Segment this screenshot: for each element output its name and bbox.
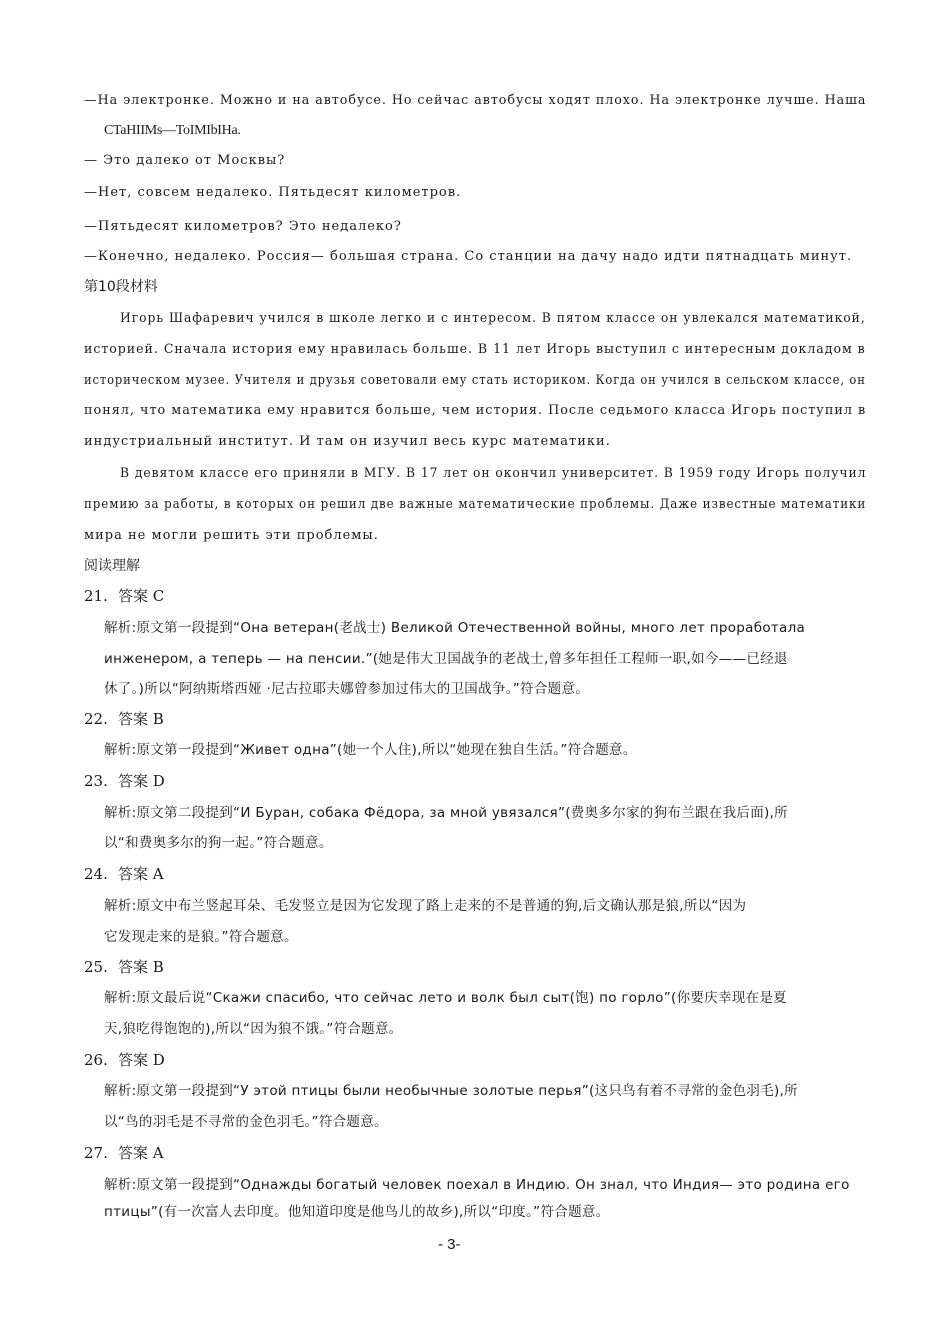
explanation-line: 解析:原文第一段提到“Однажды богатый человек поехал в Индию. Он знал, что Индия— это родина его — [104, 1177, 850, 1193]
explanation-line: 解析:原文中布兰竖起耳朵、毛发竖立是因为它发现了路上走来的不是普通的狗,后文确认那是狼,所以“因为 — [104, 898, 747, 914]
answer-label: 答案 A — [118, 865, 164, 883]
dialogue-line: —Нет, совсем недалеко. Пятьдесят километров. — [84, 185, 462, 200]
explanation-line: 解析:原文第二段提到“И Буран, собака Фёдора, за мной увязался”(费奥多尔家的狗布兰跟在我后面),所 — [104, 805, 788, 821]
passage-line: Игорь Шафаревич учился в школе легко и с интересом. В пятом классе он увлекался математикой, — [120, 311, 866, 326]
passage-line: историческом музее. Учителя и друзья советовали ему стать историком. Когда он учился в сельском классе, он — [84, 373, 866, 388]
passage-line: понял, что математика ему нравится больше, чем история. После седьмого класса Игорь поступил в — [84, 403, 867, 418]
answer-heading — [84, 587, 164, 605]
answer-label: 答案 A — [118, 1144, 164, 1162]
dialogue-line: — Это далеко от Москвы? — [84, 153, 286, 168]
answer-label: 答案 B — [118, 710, 164, 728]
passage-line: историей. Сначала история ему нравилась больше. В 11 лет Игорь выступил с интересным докладом в — [84, 342, 866, 357]
passage-line: В девятом классе его приняли в МГУ. В 17 лет он окончил университет. В 1959 году Игорь получил — [120, 466, 867, 481]
answer-number: 23. — [84, 772, 108, 790]
answer-heading — [84, 772, 165, 790]
answer-number: 27. — [84, 1144, 108, 1162]
explanation-line: 解析:原文最后说“Скажи спасибо, что сейчас лето и волк был сыт(饱) по горло”(你要庆幸现在是夏 — [104, 990, 787, 1006]
explanation-line: 以“和费奥多尔的狗一起。”符合题意。 — [104, 835, 333, 851]
answer-number: 26. — [84, 1051, 108, 1069]
answer-number: 22. — [84, 710, 108, 728]
answer-heading — [84, 710, 164, 728]
dialogue-line: —Конечно, недалеко. Россия— большая страна. Со станции на дачу надо идти пятнадцать минут. — [84, 249, 853, 264]
answer-heading — [84, 1144, 164, 1162]
material-title: 第10段材料 — [84, 279, 158, 295]
explanation-line: 解析:原文第一段提到“У этой птицы были необычные золотые перья”(这只鸟有着不寻常的金色羽毛),所 — [104, 1083, 798, 1099]
answer-heading — [84, 958, 164, 976]
answer-label: 答案 C — [118, 587, 165, 605]
dialogue-line: —На электронке. Можно и на автобусе. Но сейчас автобусы ходят плохо. На электронке лучше. Наша — [84, 93, 867, 108]
explanation-line: 解析:原文第一段提到“Живет одна”(她一个人住),所以“她现在独自生活。”符合题意。 — [104, 742, 637, 758]
section-title: 阅读理解 — [84, 558, 140, 574]
explanation-line: инженером, а теперь — на пенсии.”(她是伟大卫国战争的老战士,曾多年担任工程师一职,如今——已经退 — [104, 651, 788, 667]
page-number: - 3- — [438, 1236, 461, 1253]
answer-heading — [84, 1051, 165, 1069]
answer-number: 21. — [84, 587, 108, 605]
answer-number: 24. — [84, 865, 108, 883]
passage-line: премию за работы, в которых он решил две важные математические проблемы. Даже известные математики — [84, 497, 867, 512]
explanation-line: птицы”(有一次富人去印度。他知道印度是他鸟儿的故乡),所以“印度。”符合题意。 — [104, 1204, 610, 1220]
answer-number: 25. — [84, 958, 108, 976]
passage-line: мира не могли решить эти проблемы. — [84, 528, 379, 543]
answer-label: 答案 D — [118, 772, 165, 790]
explanation-line: 它发现走来的是狼。”符合题意。 — [104, 929, 298, 945]
dialogue-line: CTaHIIMs—ToIMIbIHa. — [104, 123, 241, 138]
explanation-line: 天,狼吃得饱饱的),所以“因为狼不饿。”符合题意。 — [104, 1021, 403, 1037]
answer-label: 答案 D — [118, 1051, 165, 1069]
answer-label: 答案 B — [118, 958, 164, 976]
passage-line: индустриальный институт. И там он изучил весь курс математики. — [84, 434, 611, 449]
explanation-line: 解析:原文第一段提到“Она ветеран(老战士) Великой Отечественной войны, много лет проработала — [104, 620, 806, 636]
explanation-line: 以“鸟的羽毛是不寻常的金色羽毛。”符合题意。 — [104, 1114, 388, 1130]
answer-heading — [84, 865, 164, 883]
explanation-line: 休了。)所以“阿纳斯塔西娅 ·尼古拉耶夫娜曾参加过伟大的卫国战争。”符合题意。 — [104, 681, 590, 697]
dialogue-line: —Пятьдесят километров? Это недалеко? — [84, 219, 402, 234]
